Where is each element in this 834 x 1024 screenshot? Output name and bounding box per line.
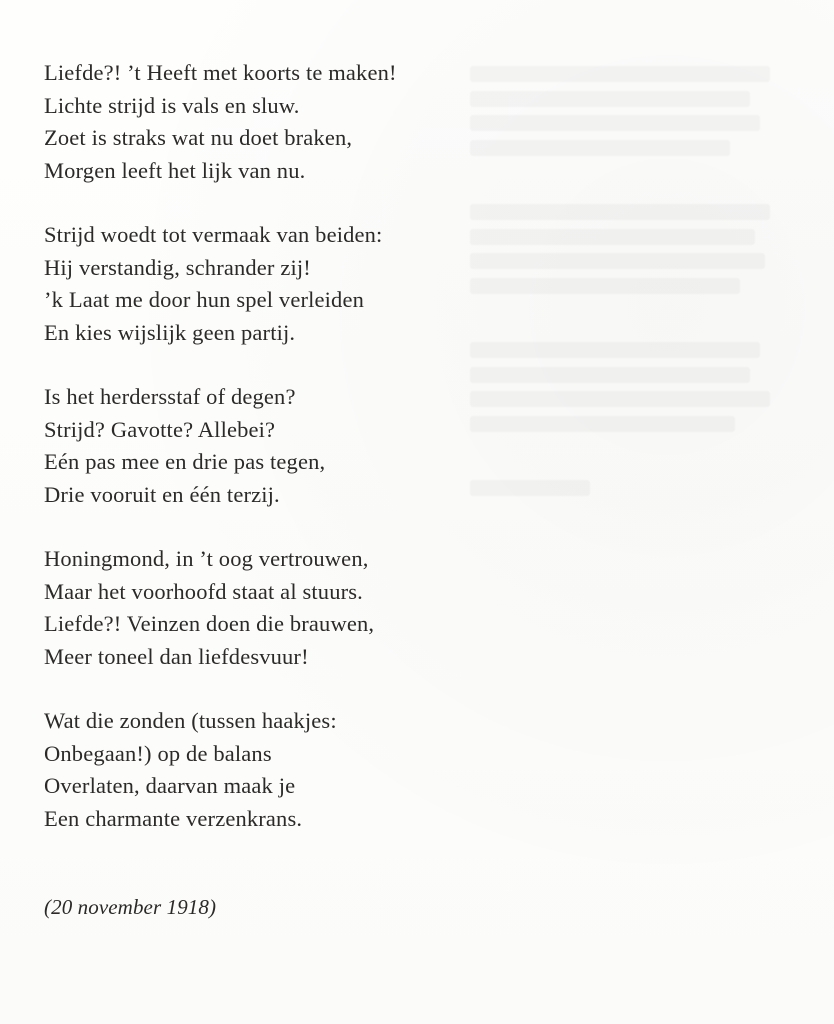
poem-line: Wat die zonden (tussen haakjes: <box>44 708 337 733</box>
poem-line: Honingmond, in ’t oog vertrouwen, <box>44 546 369 571</box>
stanza-2 <box>44 219 604 349</box>
poem-line: Strijd woedt tot vermaak van beiden: <box>44 222 383 247</box>
stanza-3 <box>44 381 604 511</box>
poem-line: Zoet is straks wat nu doet braken, <box>44 125 353 150</box>
poem-line: Morgen leeft het lijk van nu. <box>44 157 306 183</box>
poem-line: Overlaten, daarvan maak je <box>44 773 296 798</box>
poem-line: En kies wijslijk geen partij. <box>44 319 296 345</box>
poem-line: Een charmante verzenkrans. <box>44 805 303 831</box>
poem-line: Drie vooruit en één terzij. <box>44 481 280 507</box>
poem-line: ’k Laat me door hun spel verleiden <box>44 287 364 312</box>
poem-line: Onbegaan!) op de balans <box>44 740 272 766</box>
poem-line: Is het herdersstaf of degen? <box>44 384 296 409</box>
poem-line: Strijd? Gavotte? Allebei? <box>44 416 276 442</box>
poem-date: (20 november 1918) <box>44 895 217 919</box>
poem-line: Eén pas mee en drie pas tegen, <box>44 449 326 474</box>
poem-line: Lichte strijd is vals en sluw. <box>44 92 300 118</box>
stanza-5 <box>44 705 604 835</box>
stanza-1 <box>44 57 604 187</box>
poem-line: Liefde?! Veinzen doen die brauwen, <box>44 611 375 636</box>
poem-line: Meer toneel dan liefdesvuur! <box>44 643 309 669</box>
poem-line: Hij verstandig, schrander zij! <box>44 254 311 280</box>
poem <box>44 57 604 867</box>
poem-line: Maar het voorhoofd staat al stuurs. <box>44 578 363 604</box>
stanza-4 <box>44 543 604 673</box>
poem-line: Liefde?! ’t Heeft met koorts te maken! <box>44 60 397 85</box>
